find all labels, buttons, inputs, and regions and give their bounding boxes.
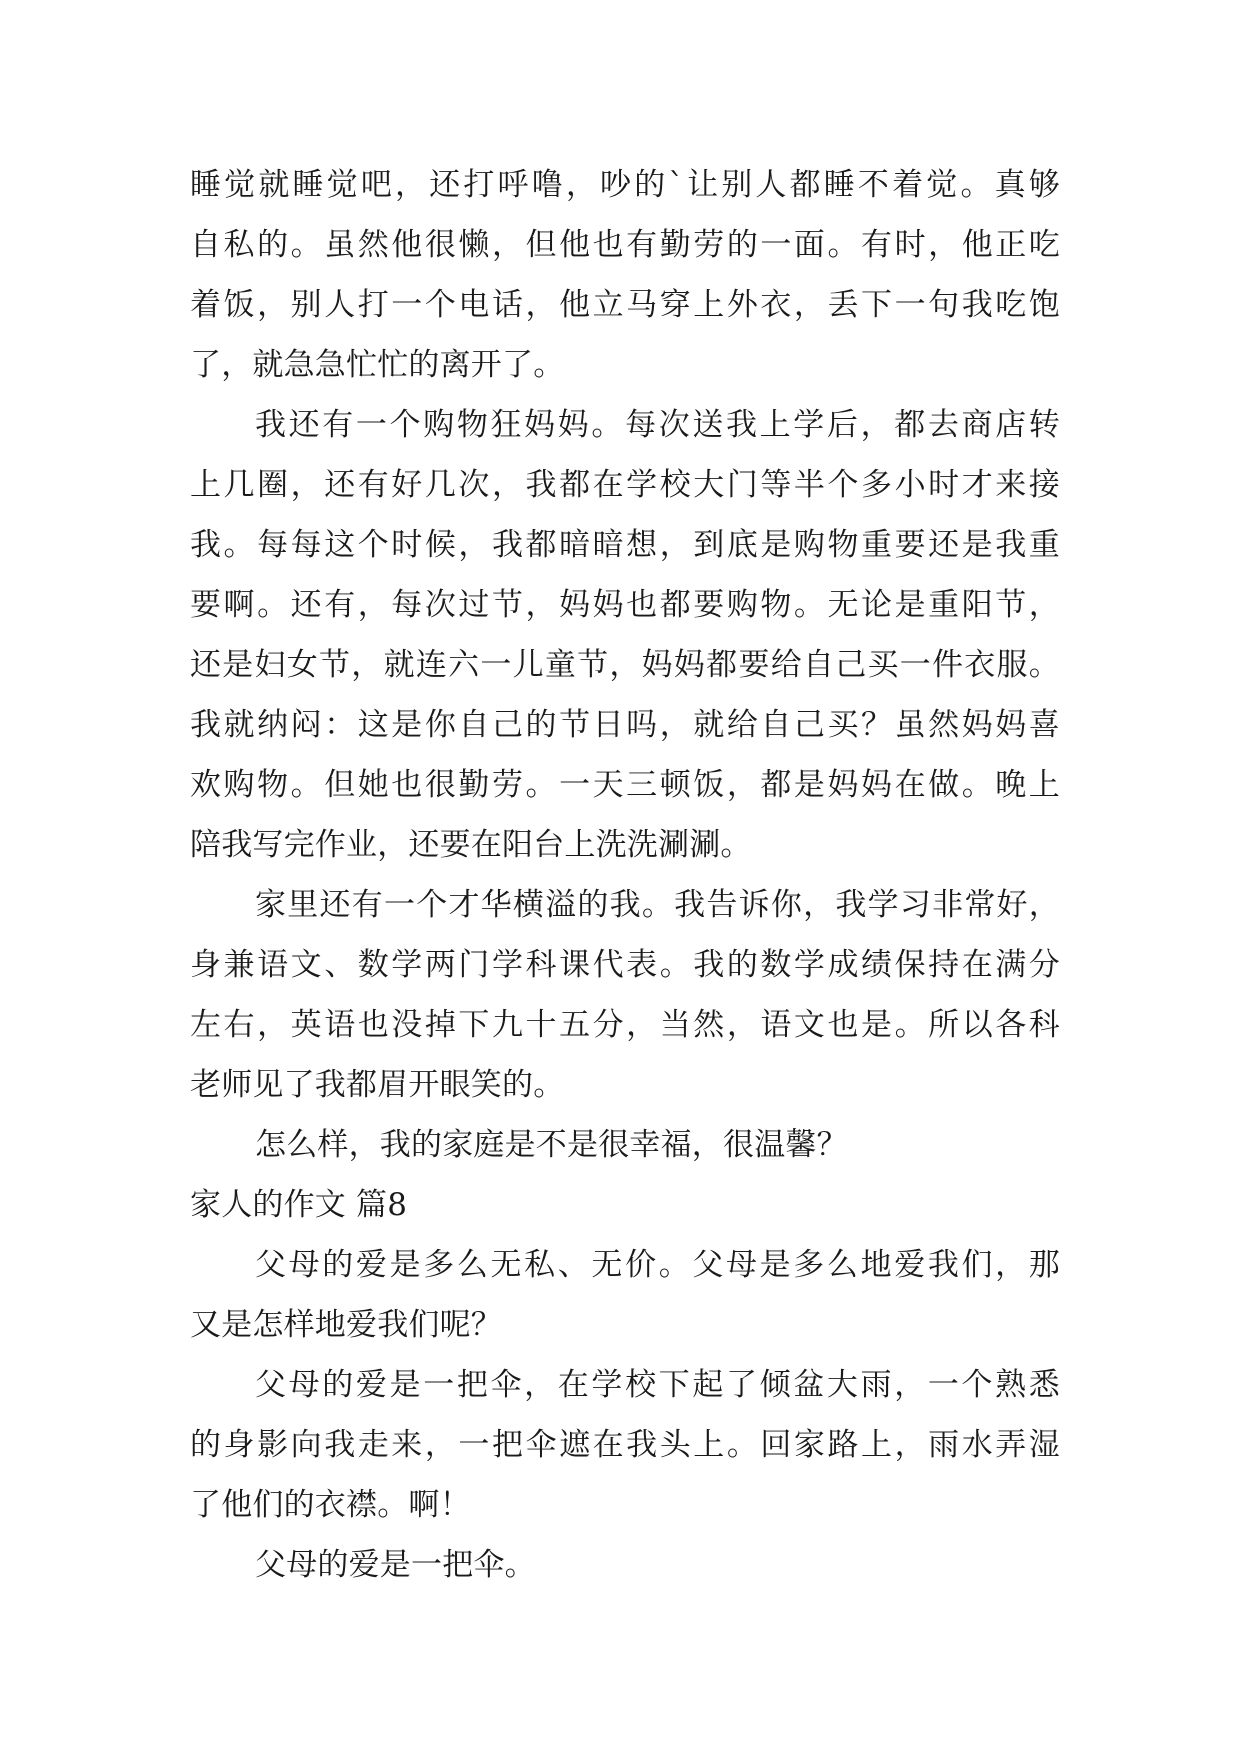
- text-line: 上几圈，还有好几次，我都在学校大门等半个多小时才来接: [190, 467, 1060, 503]
- text-line: 了，就急急忙忙的离开了。: [190, 347, 565, 383]
- text-line: 我。每每这个时候，我都暗暗想，到底是购物重要还是我重: [190, 527, 1060, 563]
- paragraph-first-line: 父母的爱是一把伞，在学校下起了倾盆大雨，一个熟悉: [255, 1367, 1060, 1403]
- paragraph-first-line: 父母的爱是多么无私、无价。父母是多么地爱我们，那: [255, 1247, 1060, 1283]
- paragraph-first-line: 父母的爱是一把伞。: [255, 1547, 536, 1583]
- text-line: 又是怎样地爱我们呢？: [190, 1307, 502, 1343]
- text-line: 着饭，别人打一个电话，他立马穿上外衣，丢下一句我吃饱: [190, 287, 1060, 323]
- text-line: 还是妇女节，就连六一儿童节，妈妈都要给自己买一件衣服。: [190, 647, 1060, 683]
- text-line: 我就纳闷：这是你自己的节日吗，就给自己买？虽然妈妈喜: [190, 707, 1060, 743]
- text-line: 睡觉就睡觉吧，还打呼噜，吵的`让别人都睡不着觉。真够: [190, 167, 1060, 203]
- section-heading: 家人的作文 篇8: [190, 1187, 408, 1223]
- text-line: 身兼语文、数学两门学科课代表。我的数学成绩保持在满分: [190, 947, 1060, 983]
- text-line: 了他们的衣襟。啊！: [190, 1487, 471, 1523]
- text-line: 的身影向我走来，一把伞遮在我头上。回家路上，雨水弄湿: [190, 1427, 1060, 1463]
- paragraph-first-line: 我还有一个购物狂妈妈。每次送我上学后，都去商店转: [255, 407, 1060, 443]
- paragraph-first-line: 怎么样，我的家庭是不是很幸福，很温馨？: [255, 1127, 848, 1163]
- text-line: 自私的。虽然他很懒，但他也有勤劳的一面。有时，他正吃: [190, 227, 1060, 263]
- text-line: 老师见了我都眉开眼笑的。: [190, 1067, 565, 1103]
- text-line: 欢购物。但她也很勤劳。一天三顿饭，都是妈妈在做。晚上: [190, 767, 1060, 803]
- paragraph-first-line: 家里还有一个才华横溢的我。我告诉你，我学习非常好，: [255, 887, 1060, 923]
- text-line: 陪我写完作业，还要在阳台上洗洗涮涮。: [190, 827, 752, 863]
- text-line: 要啊。还有，每次过节，妈妈也都要购物。无论是重阳节，: [190, 587, 1060, 623]
- text-line: 左右，英语也没掉下九十五分，当然，语文也是。所以各科: [190, 1007, 1060, 1043]
